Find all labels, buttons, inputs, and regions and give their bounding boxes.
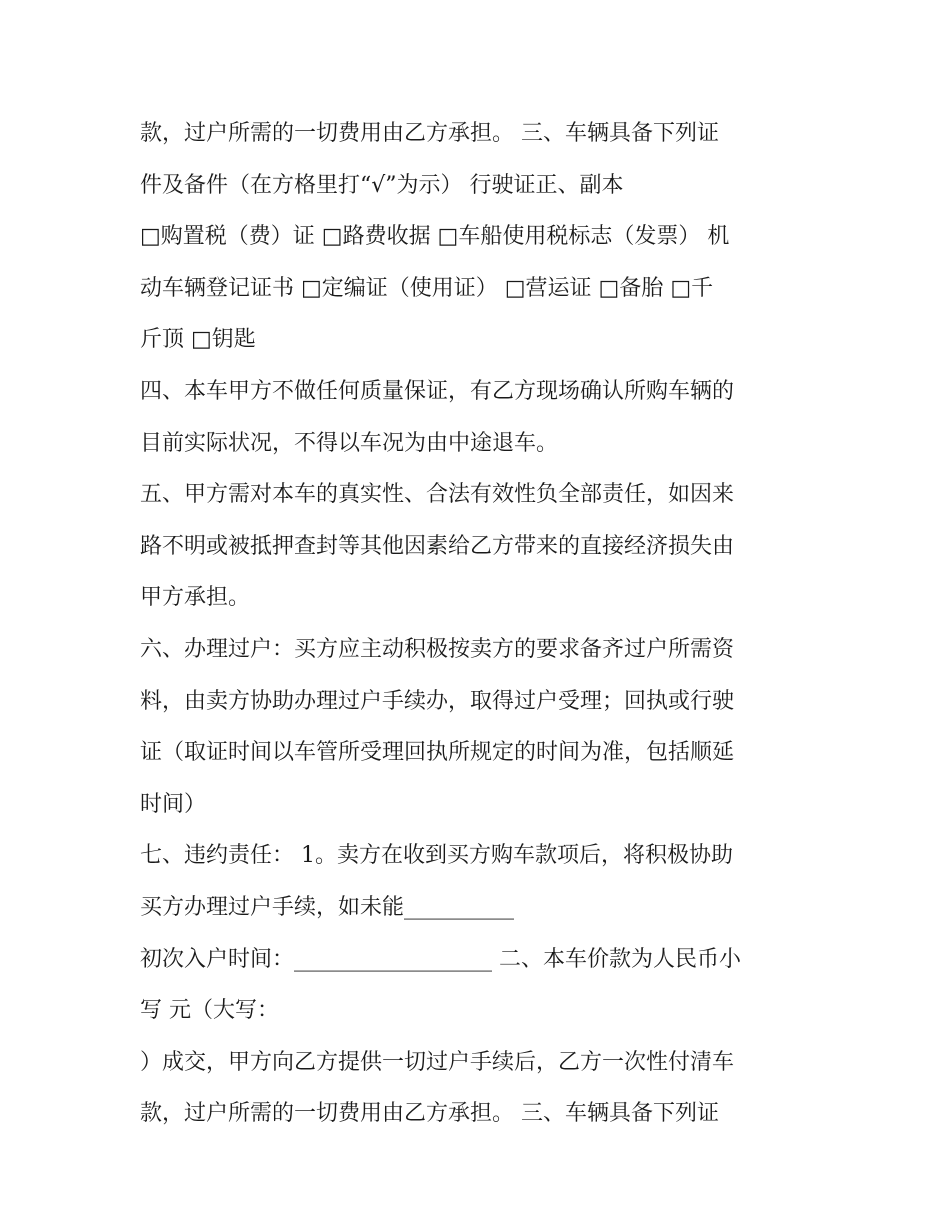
text-line: 买方办理过户手续，如未能__________	[140, 894, 515, 920]
text-line: 料，由卖方协助办理过户手续办，取得过户受理；回执或行驶	[140, 688, 735, 714]
text-line: 目前实际状况，不得以车况为由中途退车。	[140, 430, 559, 456]
text-line: 款，过户所需的一切费用由乙方承担。 三、车辆具备下列证	[140, 1101, 719, 1127]
text-line: 证（取证时间以车管所受理回执所规定的时间为准，包括顺延	[140, 740, 735, 766]
text-line: 路不明或被抵押查封等其他因素给乙方带来的直接经济损失由	[140, 533, 735, 559]
text-line: 四、本车甲方不做任何质量保证，有乙方现场确认所购车辆的	[140, 378, 735, 404]
document-body	[140, 108, 830, 1140]
text-line: 斤顶 □钥匙	[140, 327, 256, 353]
text-line: 动车辆登记证书 □定编证（使用证） □营运证 □备胎 □千	[140, 275, 714, 301]
text-line: 五、甲方需对本车的真实性、合法有效性负全部责任，如因来	[140, 482, 735, 508]
text-line: 时间）	[140, 791, 207, 817]
text-line: 七、违约责任： 1。卖方在收到买方购车款项后，将积极协助	[140, 843, 733, 869]
text-line: 件及备件（在方格里打“√”为示） 行驶证正、副本	[140, 172, 624, 198]
text-line: 初次入户时间：__________________ 二、本车价款为人民币小	[140, 946, 741, 972]
text-line: 甲方承担。	[140, 585, 251, 611]
text-line: ）成交，甲方向乙方提供一切过户手续后，乙方一次性付清车	[140, 1049, 735, 1075]
text-line: 款，过户所需的一切费用由乙方承担。 三、车辆具备下列证	[140, 121, 719, 146]
text-line: □购置税（费）证 □路费收据 □车船使用税标志（发票） 机	[140, 224, 730, 250]
text-line: 写 元（大写：	[140, 998, 279, 1024]
text-line: 六、办理过户：买方应主动积极按卖方的要求备齐过户所需资	[140, 636, 735, 662]
